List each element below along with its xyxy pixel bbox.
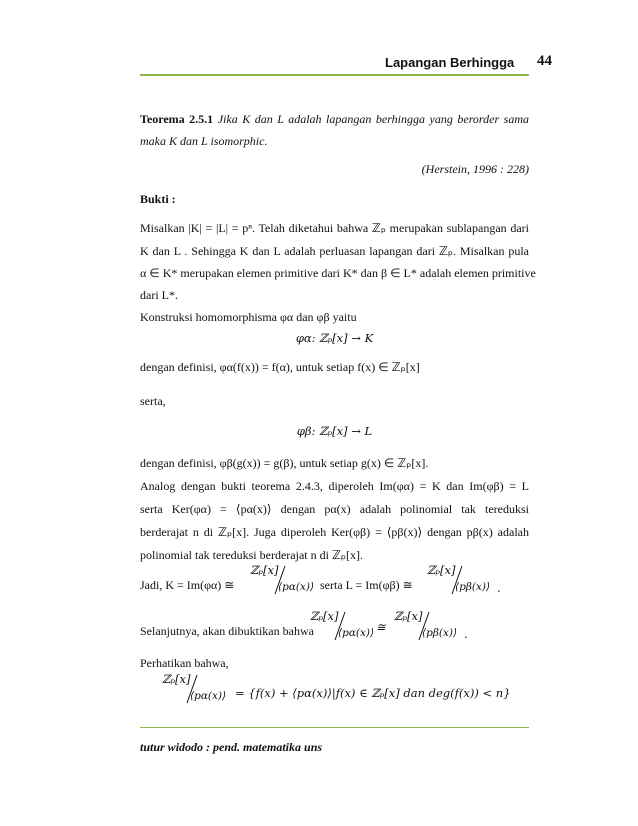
proof-line-6: dengan definisi, φα(f(x)) = f(α), untuk setiap f(x) ∈ ℤₚ[x] — [140, 360, 420, 374]
quotient-k-denominator: ⟨pα(x)⟩ — [278, 581, 315, 593]
equation-phi-beta: φβ: ℤₚ[x] → L — [296, 424, 373, 438]
quotient-set — [160, 672, 230, 706]
footer-text: tutur widodo : pend. matematika uns — [140, 740, 323, 754]
proof-line-14: Selanjutnya, akan dibuktikan bahwa — [140, 624, 314, 638]
quotient-set-numerator: ℤₚ[x] — [162, 672, 191, 686]
proof-line-12: polinomial tak tereduksi berderajat n di ℤₚ[x]. — [140, 548, 364, 562]
quotient-l-denominator: ⟨pβ(x)⟩ — [455, 581, 491, 593]
quotient-alpha-denominator: ⟨pα(x)⟩ — [338, 627, 375, 639]
proof-line-9: Analog dengan bukti teorema 2.4.3, diperoleh Im(φα) = K dan Im(φβ) = L — [140, 479, 529, 493]
proof-line-2: K dan L . Sehingga K dan L adalah perluasan lapangan dari ℤₚ. Misalkan pula — [140, 244, 529, 258]
footer-rule — [140, 727, 529, 728]
quotient-k-numerator: ℤₚ[x] — [250, 563, 279, 577]
theorem-label: Teorema 2.5.1 — [140, 112, 214, 126]
citation: (Herstein, 1996 : 228) — [421, 162, 529, 176]
proof-line-11: berderajat n di ℤₚ[x]. Juga diperoleh Ker(φβ) = ⟨pβ(x)⟩ dengan pβ(x) adalah — [140, 525, 529, 539]
proof-line-7: serta, — [140, 394, 166, 408]
quotient-set-denominator: ⟨pα(x)⟩ — [190, 690, 227, 702]
theorem-line-2: maka K dan L isomorphic. — [140, 134, 268, 148]
congruence-symbol: ≅ — [376, 620, 386, 634]
quotient-beta-denominator: ⟨pβ(x)⟩ — [422, 627, 458, 639]
header-rule — [140, 74, 529, 76]
proof-line-13b: serta L = Im(φβ) ≅ — [320, 578, 413, 592]
proof-line-15: Perhatikan bahwa, — [140, 656, 229, 670]
proof-line-1: Misalkan |K| = |L| = pⁿ. Telah diketahui bahwa ℤₚ merupakan sublapangan dari — [140, 221, 529, 235]
proof-line-4: dari L*. — [140, 288, 178, 302]
proof-line-5: Konstruksi homomorphisma φα dan φβ yaitu — [140, 310, 357, 324]
quotient-beta-dot: . — [464, 627, 468, 641]
quotient-l-numerator: ℤₚ[x] — [427, 563, 456, 577]
running-header-title: Lapangan Berhingga — [385, 55, 515, 70]
proof-heading: Bukti : — [140, 192, 176, 206]
proof-line-8: dengan definisi, φβ(g(x)) = g(β), untuk setiap g(x) ∈ ℤₚ[x]. — [140, 456, 429, 470]
equation-phi-alpha: φα: ℤₚ[x] → K — [295, 331, 374, 345]
page-number: 44 — [537, 53, 552, 69]
proof-line-13a: Jadi, K = Im(φα) ≅ — [140, 578, 235, 592]
theorem-text-1: Jika K dan L adalah lapangan berhingga yang berorder sama — [217, 112, 529, 126]
quotient-beta-numerator: ℤₚ[x] — [394, 609, 423, 623]
quotient-alpha-numerator: ℤₚ[x] — [310, 609, 339, 623]
set-equation: = {f(x) + ⟨pα(x)⟩|f(x) ∈ ℤₚ[x] dan deg(f(x)) < n} — [235, 686, 511, 700]
quotient-l-dot: . — [497, 581, 501, 595]
theorem-line-1 — [140, 112, 529, 126]
quotient-k — [248, 563, 318, 597]
quotient-l — [425, 563, 505, 597]
quotient-beta — [392, 609, 472, 643]
quotient-alpha — [308, 609, 378, 643]
proof-line-3: α ∈ K* merupakan elemen primitive dari K* dan β ∈ L* adalah elemen primitive — [140, 266, 536, 280]
proof-line-10: serta Ker(φα) = ⟨pα(x)⟩ dengan pα(x) adalah polinomial tak tereduksi — [140, 502, 529, 516]
